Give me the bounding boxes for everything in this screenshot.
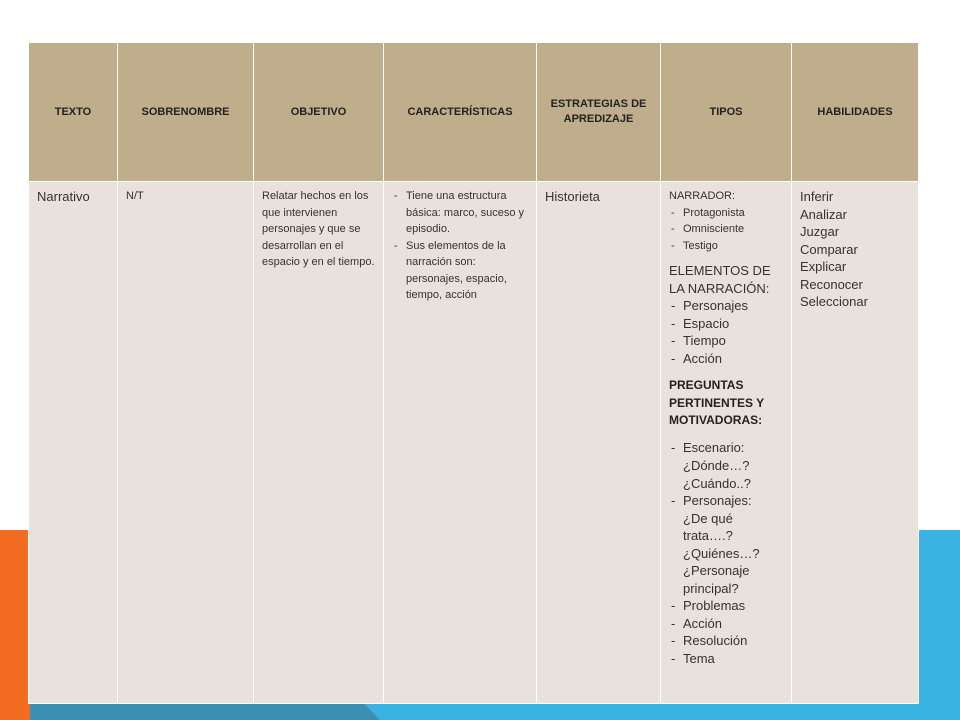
list-item: - Espacio [669, 315, 785, 333]
cell-texto [29, 182, 118, 704]
list-item: - Resolución [669, 632, 785, 650]
header-habilidades: HABILIDADES [792, 43, 919, 182]
cell-habilidades [792, 182, 919, 704]
elementos-heading: ELEMENTOS DE LA NARRACIÓN: [669, 263, 771, 296]
list-item: - Omnisciente [669, 221, 785, 238]
cell-tipos [661, 182, 792, 704]
texto-value: Narrativo [37, 189, 90, 204]
header-row [29, 43, 919, 182]
cell-estrategias [537, 182, 661, 704]
list-item: - Protagonista [669, 205, 785, 222]
table-row [29, 182, 919, 704]
cell-objetivo [254, 182, 384, 704]
list-item: - Problemas [669, 597, 785, 615]
objetivo-value: Relatar hechos en los que intervienen personajes y que se desarrollan en el espacio y en el tiempo. [262, 190, 375, 268]
cell-caracteristicas [384, 182, 537, 704]
habilidad-item: Inferir [800, 189, 834, 204]
habilidad-item: Analizar [800, 206, 847, 222]
sobrenombre-value: N/T [126, 190, 144, 202]
blue-accent-bar [918, 530, 960, 720]
header-caracteristicas: CARACTERÍSTICAS [384, 43, 537, 182]
habilidad-item: Seleccionar [800, 294, 868, 310]
header-sobrenombre: SOBRENOMBRE [118, 43, 254, 182]
header-texto: TEXTO [29, 43, 118, 182]
orange-accent-bar [0, 530, 30, 720]
narrador-list [669, 205, 785, 255]
elementos-list [669, 297, 785, 367]
header-estrategias: ESTRATEGIAS DE APREDIZAJE [537, 43, 661, 182]
habilidad-item: Juzgar [800, 224, 840, 240]
list-item: - Tiempo [669, 332, 785, 350]
habilidad-item: Reconocer [800, 276, 863, 292]
estrategias-value: Historieta [545, 189, 600, 204]
cell-sobrenombre [118, 182, 254, 704]
habilidad-item: Explicar [800, 259, 847, 275]
narrador-heading: NARRADOR: [669, 190, 736, 202]
preguntas-list [669, 439, 785, 667]
header-tipos: TIPOS [661, 43, 792, 182]
list-item: - Personajes: ¿De qué trata….? ¿Quiénes…? ¿Personaje principal? [669, 492, 785, 597]
list-item: - Tema [669, 650, 785, 668]
list-item: - Acción [669, 350, 785, 368]
list-item: - Sus elementos de la narración son: personajes, espacio, tiempo, acción [392, 238, 530, 304]
text-types-table [28, 42, 919, 704]
header-objetivo: OBJETIVO [254, 43, 384, 182]
habilidad-item: Comparar [800, 241, 858, 257]
list-item: - Escenario: ¿Dónde…? ¿Cuándo..? [669, 439, 785, 492]
list-item: - Testigo [669, 238, 785, 255]
list-item: - Tiene una estructura básica: marco, suceso y episodio. [392, 188, 530, 238]
list-item: - Personajes [669, 297, 785, 315]
list-item: - Acción [669, 615, 785, 633]
preguntas-heading: PREGUNTAS PERTINENTES Y MOTIVADORAS: [669, 378, 764, 428]
caracteristicas-list [392, 188, 530, 304]
bottom-orange-corner [0, 694, 30, 720]
